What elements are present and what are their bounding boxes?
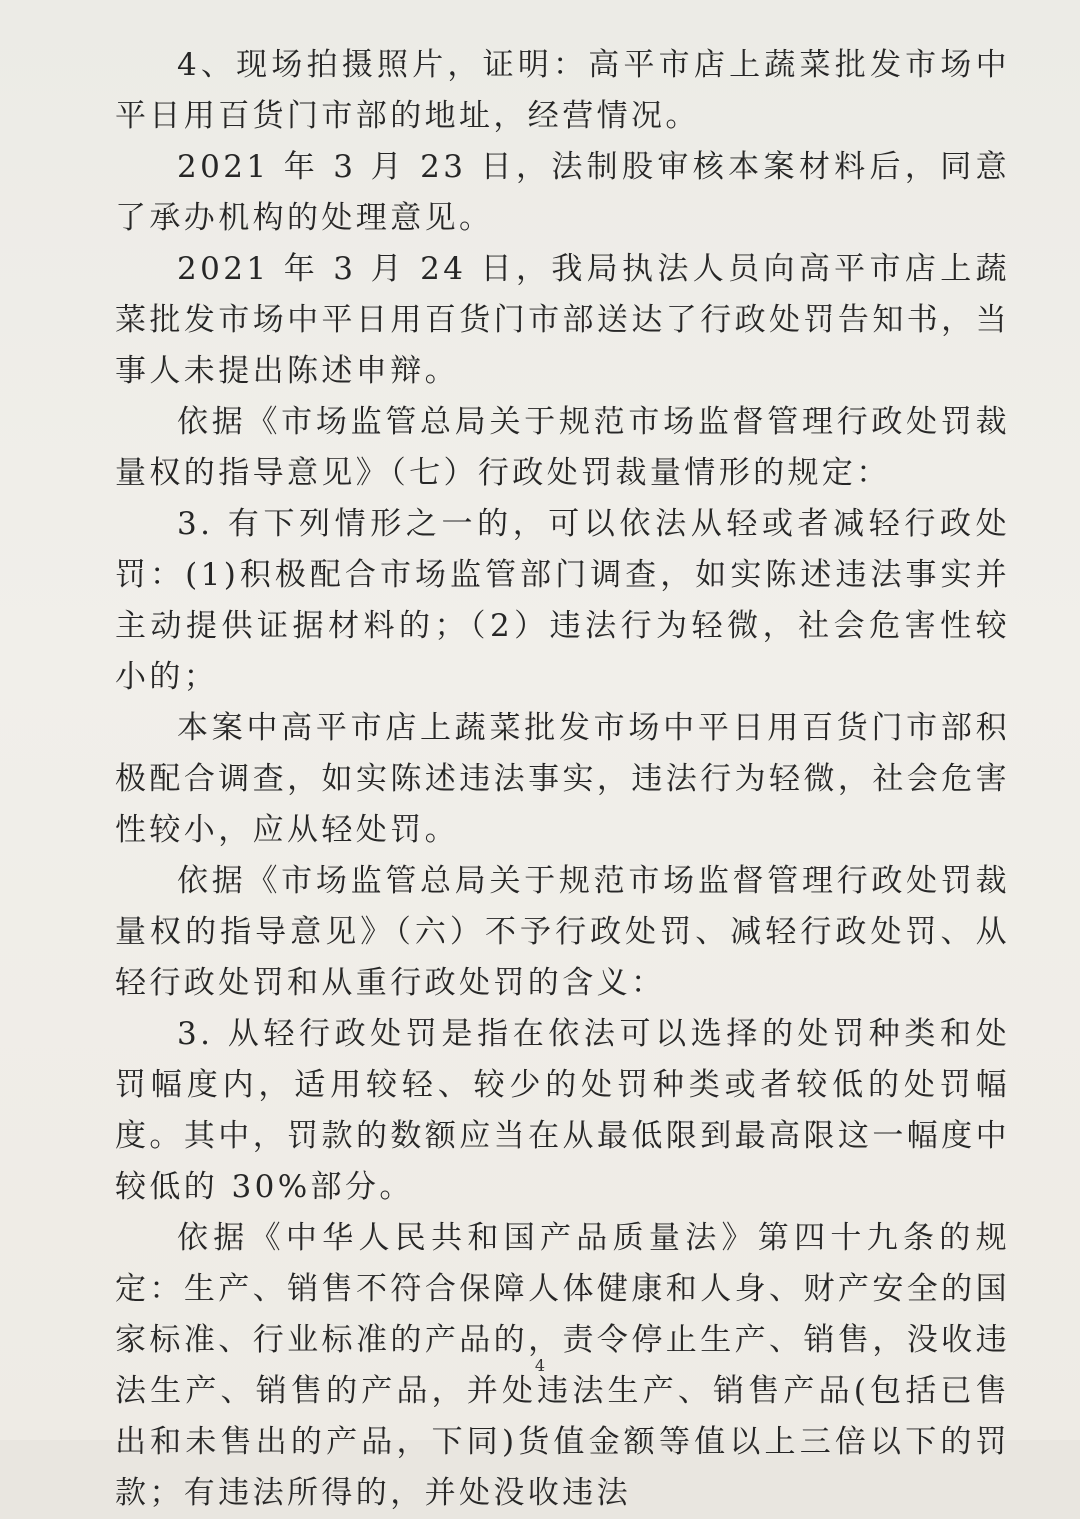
paragraph-case-finding: 本案中高平市店上蔬菜批发市场中平日用百货门市部积极配合调查，如实陈述违法事实，违法行为轻微，社会危害性较小，应从轻处罚。 xyxy=(115,710,1010,848)
page-number: 4 xyxy=(534,1356,546,1375)
paragraph-evidence-photos: 4、现场拍摄照片，证明：高平市店上蔬菜批发市场中平日用百货门市部的地址，经营情况。 xyxy=(115,47,1010,134)
paragraph-legal-review: 2021 年 3 月 23 日，法制股审核本案材料后，同意了承办机构的处理意见。 xyxy=(115,149,1010,236)
paragraph-product-quality-law: 依据《中华人民共和国产品质量法》第四十九条的规定：生产、销售不符合保障人体健康和人身、财产安全的国家标准、行业标准的产品的，责令停止生产、销售，没收违法生产、销售的产品，并处违法生产、销售产品(包括已售出和未售出的产品，下同)货值金额等值以上三倍以下的罚款；有违法所得的，并处没收违法 xyxy=(115,1220,1010,1511)
paragraph-mitigation-conditions: 3. 有下列情形之一的，可以依法从轻或者减轻行政处罚：(1)积极配合市场监管部门调查，如实陈述违法事实并主动提供证据材料的；（2）违法行为轻微，社会危害性较小的； xyxy=(115,506,1010,695)
paragraph-notice-delivery: 2021 年 3 月 24 日，我局执法人员向高平市店上蔬菜批发市场中平日用百货门市部送达了行政处罚告知书，当事人未提出陈述申辩。 xyxy=(115,251,1010,389)
paragraph-discretion-basis: 依据《市场监管总局关于规范市场监督管理行政处罚裁量权的指导意见》（七）行政处罚裁量情形的规定： xyxy=(115,404,1010,491)
paragraph-lighter-penalty-definition: 3. 从轻行政处罚是指在依法可以选择的处罚种类和处罚幅度内，适用较轻、较少的处罚种类或者较低的处罚幅度。其中，罚款的数额应当在从最低限到最高限这一幅度中较低的 30%部分。 xyxy=(115,1016,1010,1205)
paragraph-penalty-definitions-basis: 依据《市场监管总局关于规范市场监督管理行政处罚裁量权的指导意见》（六）不予行政处罚、减轻行政处罚、从轻行政处罚和从重行政处罚的含义： xyxy=(115,863,1010,1001)
